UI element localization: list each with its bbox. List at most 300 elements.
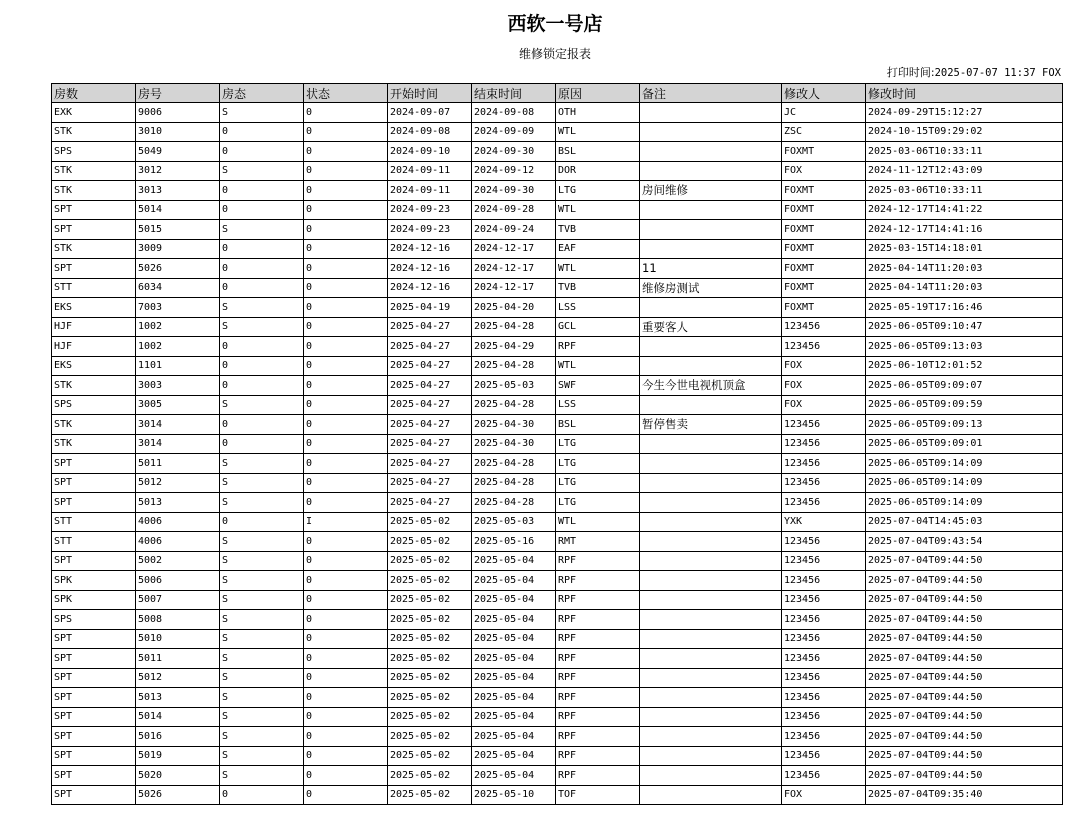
- table-row: [52, 668, 1063, 688]
- cell-remark: 房间维修: [640, 181, 782, 201]
- table-row: [52, 278, 1063, 298]
- cell-end-time: 2024-09-24: [472, 220, 556, 240]
- table-row: [52, 473, 1063, 493]
- cell-remark: [640, 298, 782, 318]
- cell-status: 0: [304, 590, 388, 610]
- print-time-label: 打印时间:: [886, 66, 935, 79]
- cell-reason: TOF: [556, 785, 640, 805]
- cell-reason: RPF: [556, 766, 640, 786]
- cell-room-number: 5006: [136, 571, 220, 591]
- cell-modified-time: 2025-06-05T09:10:47: [866, 317, 1063, 337]
- cell-status: 0: [304, 434, 388, 454]
- cell-start-time: 2025-05-02: [388, 532, 472, 552]
- cell-rooms-count: HJF: [52, 317, 136, 337]
- cell-start-time: 2025-04-27: [388, 493, 472, 513]
- cell-reason: WTL: [556, 200, 640, 220]
- cell-room-number: 5015: [136, 220, 220, 240]
- report-store-title: 西软一号店: [507, 13, 603, 35]
- cell-room-state: S: [220, 551, 304, 571]
- cell-remark: 今生今世电视机顶盒: [640, 376, 782, 396]
- cell-room-number: 4006: [136, 512, 220, 532]
- cell-end-time: 2024-09-08: [472, 103, 556, 123]
- cell-end-time: 2025-05-04: [472, 571, 556, 591]
- cell-modified-time: 2025-07-04T09:44:50: [866, 707, 1063, 727]
- cell-status: 0: [304, 649, 388, 669]
- cell-reason: OTH: [556, 103, 640, 123]
- cell-room-number: 3005: [136, 395, 220, 415]
- cell-modifier: FOXMT: [782, 298, 866, 318]
- cell-room-number: 3010: [136, 122, 220, 142]
- cell-start-time: 2025-04-27: [388, 395, 472, 415]
- cell-rooms-count: SPT: [52, 785, 136, 805]
- cell-reason: LSS: [556, 395, 640, 415]
- cell-status: 0: [304, 161, 388, 181]
- cell-modified-time: 2025-06-05T09:09:01: [866, 434, 1063, 454]
- cell-modified-time: 2025-03-06T10:33:11: [866, 181, 1063, 201]
- cell-reason: LSS: [556, 298, 640, 318]
- cell-modified-time: 2024-10-15T09:29:02: [866, 122, 1063, 142]
- table-row: [52, 356, 1063, 376]
- cell-modified-time: 2025-03-15T14:18:01: [866, 239, 1063, 259]
- cell-start-time: 2024-09-11: [388, 161, 472, 181]
- cell-start-time: 2025-04-19: [388, 298, 472, 318]
- cell-reason: RPF: [556, 551, 640, 571]
- cell-modifier: FOXMT: [782, 239, 866, 259]
- cell-reason: LTG: [556, 473, 640, 493]
- print-time-line: [887, 66, 1061, 80]
- cell-status: 0: [304, 181, 388, 201]
- cell-end-time: 2025-04-28: [472, 493, 556, 513]
- cell-start-time: 2024-12-16: [388, 278, 472, 298]
- cell-status: 0: [304, 356, 388, 376]
- cell-rooms-count: STK: [52, 181, 136, 201]
- cell-reason: RPF: [556, 629, 640, 649]
- table-row: [52, 766, 1063, 786]
- cell-start-time: 2025-05-02: [388, 707, 472, 727]
- table-row: [52, 454, 1063, 474]
- cell-end-time: 2024-12-17: [472, 259, 556, 279]
- cell-modified-time: 2025-06-10T12:01:52: [866, 356, 1063, 376]
- cell-room-state: S: [220, 395, 304, 415]
- cell-modified-time: 2025-07-04T09:44:50: [866, 551, 1063, 571]
- cell-modified-time: 2025-07-04T09:44:50: [866, 688, 1063, 708]
- cell-end-time: 2025-05-04: [472, 707, 556, 727]
- cell-rooms-count: STK: [52, 434, 136, 454]
- cell-modified-time: 2025-07-04T09:44:50: [866, 610, 1063, 630]
- cell-end-time: 2025-05-04: [472, 746, 556, 766]
- cell-start-time: 2024-09-08: [388, 122, 472, 142]
- cell-reason: GCL: [556, 317, 640, 337]
- cell-reason: SWF: [556, 376, 640, 396]
- cell-modifier: FOXMT: [782, 181, 866, 201]
- cell-rooms-count: STK: [52, 161, 136, 181]
- cell-start-time: 2025-05-02: [388, 551, 472, 571]
- cell-remark: 11: [640, 259, 782, 279]
- cell-end-time: 2025-05-03: [472, 376, 556, 396]
- column-header-modifier: 修改人: [782, 84, 866, 103]
- cell-reason: RPF: [556, 590, 640, 610]
- cell-rooms-count: HJF: [52, 337, 136, 357]
- cell-room-number: 3012: [136, 161, 220, 181]
- cell-start-time: 2025-05-02: [388, 512, 472, 532]
- cell-remark: [640, 395, 782, 415]
- cell-rooms-count: SPT: [52, 707, 136, 727]
- cell-remark: [640, 551, 782, 571]
- cell-modified-time: 2025-06-05T09:09:13: [866, 415, 1063, 435]
- cell-room-state: 0: [220, 278, 304, 298]
- cell-reason: RPF: [556, 649, 640, 669]
- cell-room-state: 0: [220, 181, 304, 201]
- cell-room-state: 0: [220, 415, 304, 435]
- cell-rooms-count: SPT: [52, 766, 136, 786]
- cell-end-time: 2024-09-28: [472, 200, 556, 220]
- cell-status: 0: [304, 278, 388, 298]
- cell-room-state: S: [220, 571, 304, 591]
- cell-start-time: 2025-04-27: [388, 434, 472, 454]
- cell-remark: [640, 727, 782, 747]
- table-row: [52, 512, 1063, 532]
- table-row: [52, 532, 1063, 552]
- cell-modified-time: 2025-04-14T11:20:03: [866, 259, 1063, 279]
- cell-start-time: 2024-12-16: [388, 239, 472, 259]
- cell-start-time: 2025-05-02: [388, 590, 472, 610]
- cell-room-number: 1101: [136, 356, 220, 376]
- cell-end-time: 2024-09-30: [472, 181, 556, 201]
- cell-remark: [640, 142, 782, 162]
- cell-end-time: 2025-05-04: [472, 629, 556, 649]
- cell-modifier: 123456: [782, 629, 866, 649]
- cell-remark: [640, 766, 782, 786]
- cell-status: 0: [304, 766, 388, 786]
- cell-status: 0: [304, 610, 388, 630]
- cell-room-number: 5026: [136, 259, 220, 279]
- column-header-modified-time: 修改时间: [866, 84, 1063, 103]
- cell-status: 0: [304, 122, 388, 142]
- cell-remark: [640, 454, 782, 474]
- table-row: [52, 103, 1063, 123]
- cell-remark: 暂停售卖: [640, 415, 782, 435]
- cell-reason: LTG: [556, 493, 640, 513]
- cell-end-time: 2025-05-03: [472, 512, 556, 532]
- cell-room-state: 0: [220, 239, 304, 259]
- cell-modifier: FOXMT: [782, 220, 866, 240]
- cell-modifier: 123456: [782, 532, 866, 552]
- cell-modified-time: 2025-06-05T09:14:09: [866, 454, 1063, 474]
- cell-rooms-count: STK: [52, 415, 136, 435]
- cell-remark: [640, 200, 782, 220]
- cell-room-number: 3003: [136, 376, 220, 396]
- cell-rooms-count: SPT: [52, 688, 136, 708]
- cell-remark: [640, 356, 782, 376]
- cell-remark: 重要客人: [640, 317, 782, 337]
- column-header-reason: 原因: [556, 84, 640, 103]
- cell-modifier: 123456: [782, 454, 866, 474]
- cell-rooms-count: EKS: [52, 356, 136, 376]
- cell-room-state: S: [220, 649, 304, 669]
- cell-reason: EAF: [556, 239, 640, 259]
- cell-status: 0: [304, 571, 388, 591]
- table-row: [52, 239, 1063, 259]
- cell-room-state: S: [220, 317, 304, 337]
- cell-end-time: 2025-05-04: [472, 551, 556, 571]
- cell-modified-time: 2025-06-05T09:13:03: [866, 337, 1063, 357]
- column-header-start-time: 开始时间: [388, 84, 472, 103]
- cell-end-time: 2025-05-04: [472, 727, 556, 747]
- cell-status: 0: [304, 629, 388, 649]
- cell-rooms-count: SPK: [52, 590, 136, 610]
- cell-room-state: S: [220, 629, 304, 649]
- cell-reason: RPF: [556, 571, 640, 591]
- cell-modified-time: 2025-07-04T14:45:03: [866, 512, 1063, 532]
- table-row: [52, 395, 1063, 415]
- cell-room-number: 5014: [136, 707, 220, 727]
- cell-modified-time: 2025-07-04T09:44:50: [866, 649, 1063, 669]
- cell-modified-time: 2025-07-04T09:44:50: [866, 590, 1063, 610]
- cell-end-time: 2025-04-20: [472, 298, 556, 318]
- cell-room-state: 0: [220, 337, 304, 357]
- table-row: [52, 259, 1063, 279]
- report-subtitle: 维修锁定报表: [518, 47, 591, 61]
- cell-status: 0: [304, 259, 388, 279]
- cell-modifier: 123456: [782, 493, 866, 513]
- cell-modified-time: 2025-07-04T09:44:50: [866, 668, 1063, 688]
- cell-start-time: 2024-09-23: [388, 200, 472, 220]
- cell-room-state: 0: [220, 356, 304, 376]
- cell-status: I: [304, 512, 388, 532]
- print-time-value: 2025-07-07 11:37 FOX: [934, 67, 1061, 79]
- cell-modified-time: 2024-12-17T14:41:22: [866, 200, 1063, 220]
- cell-room-number: 5020: [136, 766, 220, 786]
- cell-start-time: 2025-04-27: [388, 337, 472, 357]
- table-row: [52, 590, 1063, 610]
- table-header-row: [52, 84, 1063, 103]
- cell-remark: [640, 571, 782, 591]
- table-row: [52, 727, 1063, 747]
- cell-modified-time: 2025-07-04T09:44:50: [866, 766, 1063, 786]
- cell-room-state: 0: [220, 785, 304, 805]
- cell-room-number: 5011: [136, 649, 220, 669]
- cell-end-time: 2025-05-10: [472, 785, 556, 805]
- table-row: [52, 551, 1063, 571]
- cell-modifier: FOX: [782, 356, 866, 376]
- cell-remark: [640, 239, 782, 259]
- cell-reason: TVB: [556, 278, 640, 298]
- cell-rooms-count: SPT: [52, 668, 136, 688]
- cell-status: 0: [304, 200, 388, 220]
- cell-room-state: S: [220, 688, 304, 708]
- cell-end-time: 2025-04-29: [472, 337, 556, 357]
- cell-modifier: 123456: [782, 727, 866, 747]
- cell-room-state: 0: [220, 142, 304, 162]
- cell-rooms-count: SPT: [52, 727, 136, 747]
- cell-reason: WTL: [556, 259, 640, 279]
- cell-room-state: S: [220, 766, 304, 786]
- cell-remark: [640, 512, 782, 532]
- table-row: [52, 142, 1063, 162]
- cell-room-state: S: [220, 707, 304, 727]
- cell-status: 0: [304, 103, 388, 123]
- cell-reason: BSL: [556, 415, 640, 435]
- cell-room-number: 1002: [136, 317, 220, 337]
- cell-modifier: 123456: [782, 707, 866, 727]
- cell-end-time: 2025-05-04: [472, 649, 556, 669]
- cell-room-number: 5013: [136, 493, 220, 513]
- table-row: [52, 122, 1063, 142]
- cell-rooms-count: SPK: [52, 571, 136, 591]
- table-row: [52, 746, 1063, 766]
- table-row: [52, 688, 1063, 708]
- cell-remark: [640, 103, 782, 123]
- cell-modified-time: 2025-07-04T09:44:50: [866, 571, 1063, 591]
- cell-end-time: 2024-09-12: [472, 161, 556, 181]
- cell-reason: RPF: [556, 337, 640, 357]
- cell-status: 0: [304, 493, 388, 513]
- cell-modified-time: 2025-07-04T09:44:50: [866, 629, 1063, 649]
- cell-start-time: 2024-09-07: [388, 103, 472, 123]
- cell-reason: LTG: [556, 454, 640, 474]
- cell-end-time: 2025-05-04: [472, 766, 556, 786]
- cell-rooms-count: SPT: [52, 220, 136, 240]
- cell-modified-time: 2025-06-05T09:14:09: [866, 473, 1063, 493]
- cell-modifier: 123456: [782, 610, 866, 630]
- cell-reason: DOR: [556, 161, 640, 181]
- cell-modifier: 123456: [782, 649, 866, 669]
- cell-status: 0: [304, 551, 388, 571]
- cell-rooms-count: STK: [52, 122, 136, 142]
- cell-rooms-count: SPS: [52, 395, 136, 415]
- cell-room-number: 7003: [136, 298, 220, 318]
- cell-reason: RMT: [556, 532, 640, 552]
- cell-reason: WTL: [556, 512, 640, 532]
- cell-modifier: FOXMT: [782, 200, 866, 220]
- cell-start-time: 2025-05-02: [388, 571, 472, 591]
- cell-modified-time: 2025-06-05T09:14:09: [866, 493, 1063, 513]
- cell-room-number: 5019: [136, 746, 220, 766]
- column-header-status: 状态: [304, 84, 388, 103]
- cell-remark: [640, 220, 782, 240]
- cell-room-number: 3009: [136, 239, 220, 259]
- cell-room-number: 1002: [136, 337, 220, 357]
- cell-remark: [640, 161, 782, 181]
- cell-room-number: 6034: [136, 278, 220, 298]
- cell-status: 0: [304, 785, 388, 805]
- cell-modifier: 123456: [782, 415, 866, 435]
- cell-status: 0: [304, 746, 388, 766]
- cell-start-time: 2024-09-10: [388, 142, 472, 162]
- cell-rooms-count: STK: [52, 376, 136, 396]
- column-header-room-state: 房态: [220, 84, 304, 103]
- cell-end-time: 2025-04-28: [472, 356, 556, 376]
- cell-room-number: 5010: [136, 629, 220, 649]
- cell-status: 0: [304, 142, 388, 162]
- table-row: [52, 200, 1063, 220]
- cell-room-state: 0: [220, 376, 304, 396]
- cell-start-time: 2025-04-27: [388, 415, 472, 435]
- cell-start-time: 2025-05-02: [388, 668, 472, 688]
- cell-start-time: 2025-05-02: [388, 727, 472, 747]
- cell-modifier: FOX: [782, 161, 866, 181]
- column-header-room-number: 房号: [136, 84, 220, 103]
- cell-status: 0: [304, 317, 388, 337]
- cell-modifier: 123456: [782, 337, 866, 357]
- cell-end-time: 2024-09-09: [472, 122, 556, 142]
- cell-reason: WTL: [556, 122, 640, 142]
- cell-room-state: S: [220, 493, 304, 513]
- cell-status: 0: [304, 415, 388, 435]
- cell-modifier: FOXMT: [782, 278, 866, 298]
- cell-status: 0: [304, 668, 388, 688]
- cell-room-number: 5026: [136, 785, 220, 805]
- cell-start-time: 2025-04-27: [388, 473, 472, 493]
- cell-status: 0: [304, 473, 388, 493]
- cell-start-time: 2025-04-27: [388, 454, 472, 474]
- cell-reason: TVB: [556, 220, 640, 240]
- cell-start-time: 2025-05-02: [388, 746, 472, 766]
- table-row: [52, 161, 1063, 181]
- cell-room-state: 0: [220, 259, 304, 279]
- table-row: [52, 317, 1063, 337]
- column-header-rooms-count: 房数: [52, 84, 136, 103]
- cell-room-number: 5014: [136, 200, 220, 220]
- cell-rooms-count: SPT: [52, 746, 136, 766]
- cell-room-number: 5012: [136, 473, 220, 493]
- cell-modifier: ZSC: [782, 122, 866, 142]
- cell-status: 0: [304, 395, 388, 415]
- cell-start-time: 2024-09-23: [388, 220, 472, 240]
- cell-room-state: S: [220, 746, 304, 766]
- cell-room-number: 5002: [136, 551, 220, 571]
- cell-remark: [640, 122, 782, 142]
- cell-room-state: 0: [220, 434, 304, 454]
- cell-modified-time: 2025-03-06T10:33:11: [866, 142, 1063, 162]
- cell-rooms-count: STT: [52, 512, 136, 532]
- cell-start-time: 2025-05-02: [388, 688, 472, 708]
- table-row: [52, 493, 1063, 513]
- cell-end-time: 2025-05-04: [472, 610, 556, 630]
- table-row: [52, 707, 1063, 727]
- cell-remark: [640, 688, 782, 708]
- cell-room-number: 5007: [136, 590, 220, 610]
- cell-modified-time: 2024-09-29T15:12:27: [866, 103, 1063, 123]
- table-row: [52, 610, 1063, 630]
- cell-start-time: 2025-05-02: [388, 649, 472, 669]
- cell-start-time: 2025-05-02: [388, 766, 472, 786]
- table-row: [52, 785, 1063, 805]
- cell-room-state: S: [220, 532, 304, 552]
- cell-room-number: 5049: [136, 142, 220, 162]
- table-row: [52, 571, 1063, 591]
- cell-rooms-count: SPT: [52, 259, 136, 279]
- cell-room-state: S: [220, 454, 304, 474]
- cell-room-state: 0: [220, 200, 304, 220]
- maintenance-lock-table: [51, 83, 1063, 805]
- cell-modified-time: 2025-07-04T09:44:50: [866, 727, 1063, 747]
- cell-modifier: 123456: [782, 571, 866, 591]
- cell-remark: [640, 337, 782, 357]
- cell-reason: RPF: [556, 668, 640, 688]
- cell-remark: [640, 610, 782, 630]
- cell-modifier: FOX: [782, 395, 866, 415]
- cell-status: 0: [304, 239, 388, 259]
- cell-rooms-count: SPT: [52, 493, 136, 513]
- cell-room-number: 5011: [136, 454, 220, 474]
- cell-status: 0: [304, 337, 388, 357]
- column-header-end-time: 结束时间: [472, 84, 556, 103]
- cell-end-time: 2025-05-04: [472, 688, 556, 708]
- cell-remark: [640, 668, 782, 688]
- table-row: [52, 337, 1063, 357]
- cell-end-time: 2025-04-28: [472, 395, 556, 415]
